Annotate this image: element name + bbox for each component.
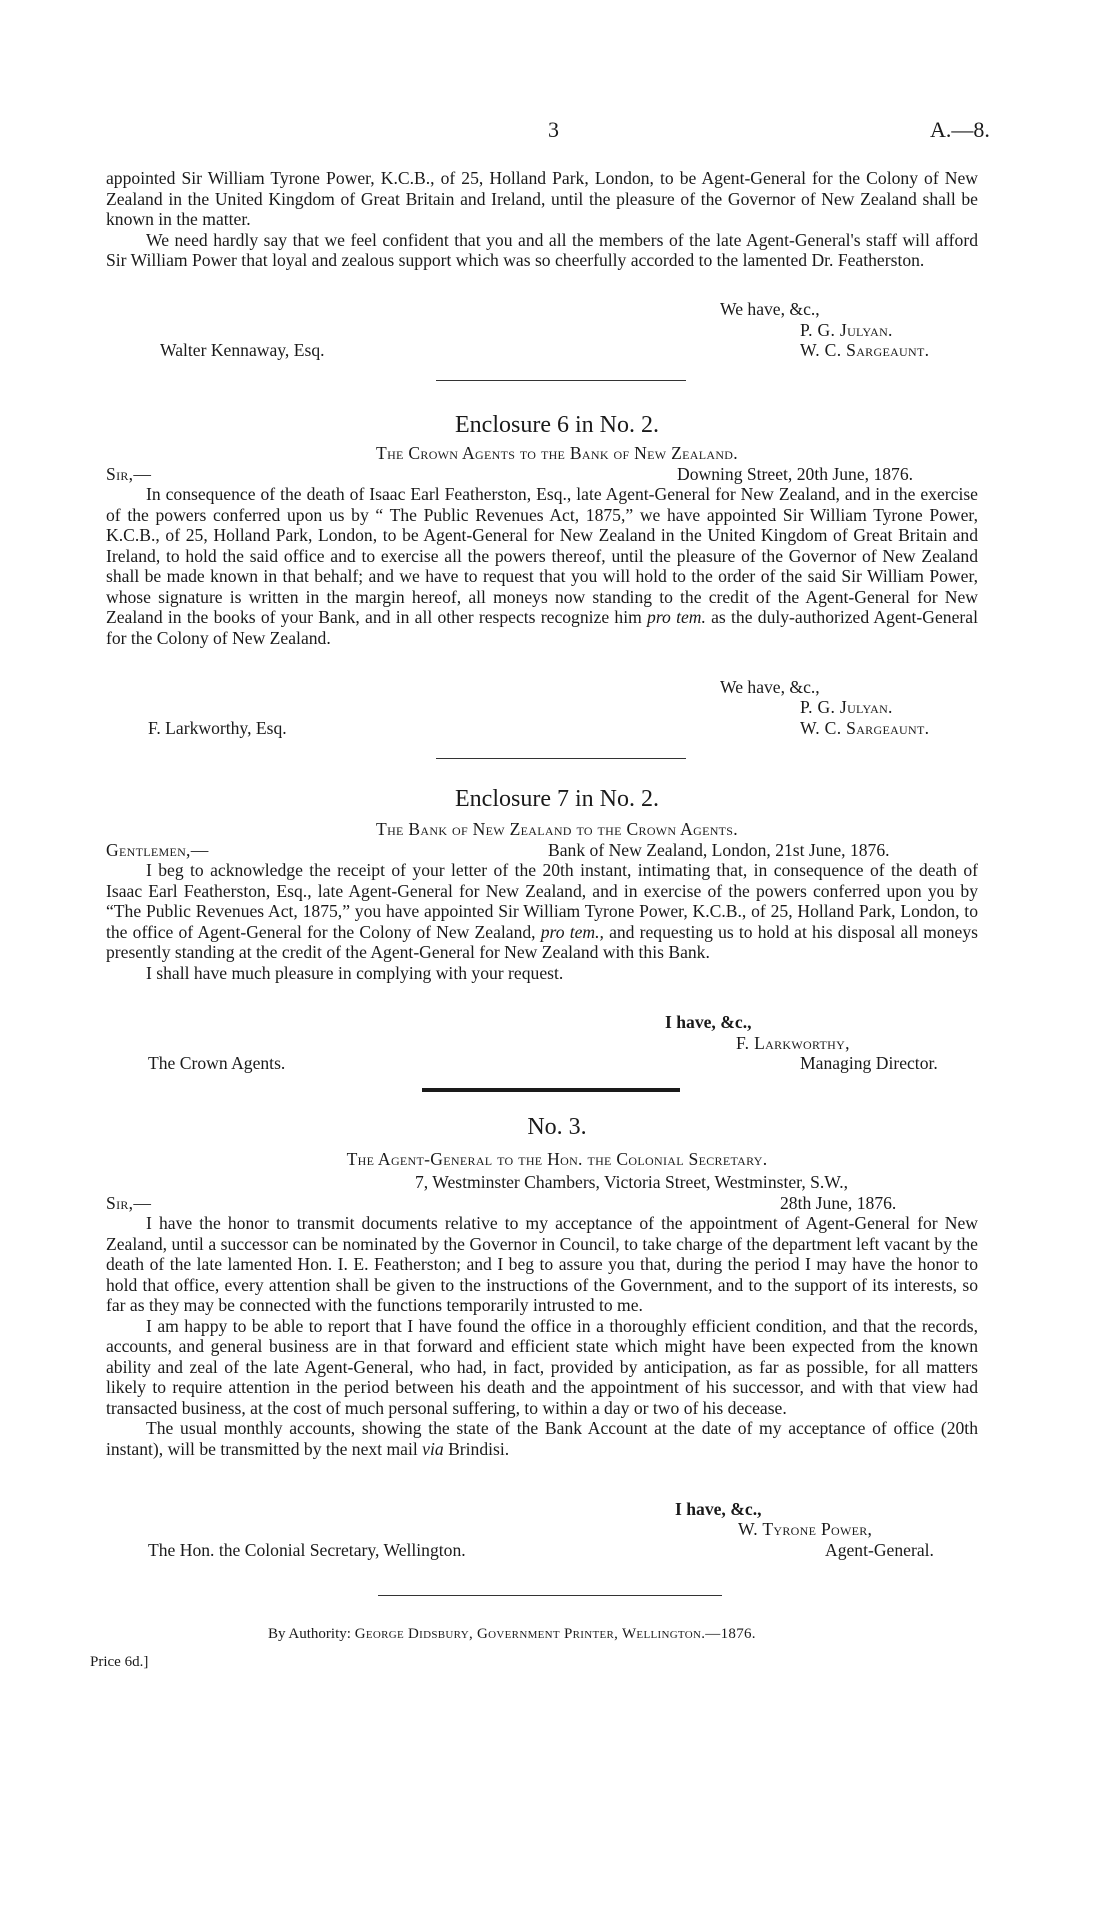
intro-paragraph-2: We need hardly say that we feel confident that you and all the members of the late Agent-General's staff will afford Sir William Power that loyal and zealous support which was so cheerfully accorded to the lamented Dr. Featherston. bbox=[106, 229, 978, 270]
enclosure-6-subtitle: The Crown Agents to the Bank of New Zealand. bbox=[376, 443, 738, 463]
enclosure-6-signature-1: P. G. Julyan. bbox=[800, 697, 893, 717]
intro-signature-2: W. C. Sargeaunt. bbox=[800, 340, 930, 360]
intro-paragraph-1: appointed Sir William Tyrone Power, K.C.B., of 25, Holland Park, London, to be Agent-General for the Colony of New Zealand in the United Kingdom of Great Britain and Ireland, until the pleasure of the Governor of New Zealand shall be known in the matter. bbox=[106, 168, 978, 229]
enclosure-7-dateline: Bank of New Zealand, London, 21st June, 1876. bbox=[548, 840, 890, 860]
enclosure-6-signature-2: W. C. Sargeaunt. bbox=[800, 718, 930, 738]
divider-2 bbox=[436, 758, 686, 759]
no-3-paragraph-3-b: Brindisi. bbox=[448, 1438, 510, 1459]
no-3-addressee: The Hon. the Colonial Secretary, Wellington. bbox=[148, 1540, 466, 1560]
no-3-closing: I have, &c., bbox=[675, 1499, 762, 1519]
divider-1 bbox=[436, 380, 686, 381]
no-3-paragraph-3-a: The usual monthly accounts, showing the state of the Bank Account at the date of my acceptance of office (20th instant), will be transmitted by the next mail bbox=[106, 1418, 978, 1459]
enclosure-6-dateline: Downing Street, 20th June, 1876. bbox=[677, 464, 914, 484]
no-3-title: No. 3. bbox=[527, 1114, 587, 1140]
page-number: 3 bbox=[548, 117, 559, 142]
enclosure-7-signature-1: F. Larkworthy, bbox=[736, 1033, 850, 1053]
enclosure-7-salutation: Gentlemen,— bbox=[106, 840, 209, 860]
divider-3 bbox=[422, 1088, 680, 1092]
enclosure-7-paragraph-2: I shall have much pleasure in complying with your request. bbox=[146, 962, 564, 983]
enclosure-7-closing: I have, &c., bbox=[665, 1012, 752, 1032]
no-3-salutation: Sir,— bbox=[106, 1193, 152, 1213]
no-3-paragraph-3-italic: via bbox=[422, 1438, 444, 1459]
intro-addressee: Walter Kennaway, Esq. bbox=[160, 340, 325, 360]
enclosure-7-body-italic: pro tem., bbox=[540, 921, 604, 942]
enclosure-7-title: Enclosure 7 in No. 2. bbox=[455, 786, 659, 812]
no-3-paragraph-2: I am happy to be able to report that I have found the office in a thoroughly efficient condition, and that the records, accounts, and general business are in that forward and efficient state which might have been expected from the known ability and zeal of the late Agent-General, who had, in fact, provided by anticipation, as far as possible, for all matters likely to require attention in the period between his death and the appointment of his successor, and with that view had transacted business, at the cost of much personal suffering, to within a day or two of his decease. bbox=[106, 1315, 978, 1418]
no-3-address-line-1: 7, Westminster Chambers, Victoria Street, Westminster, S.W., bbox=[415, 1172, 849, 1192]
enclosure-6-body-b: as the duly-authorized Agent-General for the Colony of New Zealand. bbox=[106, 607, 978, 648]
intro-closing: We have, &c., bbox=[720, 299, 820, 319]
no-3-body bbox=[106, 1213, 978, 1459]
enclosure-6-body bbox=[106, 484, 978, 648]
no-3-signature-2: Agent-General. bbox=[825, 1540, 934, 1560]
enclosure-7-subtitle: The Bank of New Zealand to the Crown Agents. bbox=[376, 819, 738, 839]
enclosure-6-title: Enclosure 6 in No. 2. bbox=[455, 412, 659, 438]
intro-body bbox=[106, 168, 978, 271]
authority-text: George Didsbury, Government Printer, Wellington.—1876. bbox=[354, 1626, 756, 1642]
authority-label: By Authority: bbox=[268, 1626, 351, 1642]
enclosure-7-signature-2: Managing Director. bbox=[800, 1053, 938, 1073]
no-3-signature-1: W. Tyrone Power, bbox=[738, 1519, 873, 1539]
enclosure-7-body-a: I beg to acknowledge the receipt of your letter of the 20th instant, intimating that, in consequence of the death of Isaac Earl Featherston, Esq., late Agent-General for New Zealand, and in exercise of the powers conferred upon you by “The Public Revenues Act, 1875,” you have appointed Sir William Tyrone Power, K.C.B., of 25, Holland Park, London, to the office of Agent-General for the Colony of New Zealand, bbox=[106, 860, 978, 942]
no-3-address-line-2: 28th June, 1876. bbox=[780, 1193, 897, 1213]
price: Price 6d.] bbox=[90, 1654, 149, 1670]
enclosure-6-addressee: F. Larkworthy, Esq. bbox=[148, 718, 287, 738]
no-3-paragraph-1: I have the honor to transmit documents relative to my acceptance of the appointment of Agent-General for New Zealand, until a successor can be nominated by the Governor in Council, to take charge of the department left vacant by the death of the late lamented Hon. I. E. Featherston; and I beg to assure you that, during the period I may have the honor to hold that office, every attention shall be given to the instructions of the Government, and to the support of its interests, so far as they may be connected with the functions temporarily intrusted to me. bbox=[106, 1213, 978, 1315]
enclosure-6-body-a: In consequence of the death of Isaac Earl Featherston, Esq., late Agent-General for New Zealand, and in the exercise of the powers conferred upon us by “ The Public Revenues Act, 1875,” we have appointed Sir William Tyrone Power, K.C.B., of 25, Holland Park, London, to be Agent-General for New Zealand in the United Kingdom of Great Britain and Ireland, to hold the said office and to exercise all the powers thereof, until the pleasure of the Governor of New Zealand shall be made known in that behalf; and we have to request that you will hold to the order of the said Sir William Power, whose signature is written in the margin hereof, all moneys now standing to the credit of the Agent-General for New Zealand in the books of your Bank, and in all other respects recognize him bbox=[106, 484, 978, 627]
document-reference: A.—8. bbox=[930, 117, 990, 142]
intro-signature-1: P. G. Julyan. bbox=[800, 320, 893, 340]
enclosure-6-salutation: Sir,— bbox=[106, 464, 152, 484]
authority-line bbox=[268, 1624, 756, 1645]
enclosure-6-closing: We have, &c., bbox=[720, 677, 820, 697]
enclosure-7-body-b: and requesting us to hold at his disposal all moneys presently standing at the credit of the Agent-General for New Zealand with this Bank. bbox=[106, 921, 979, 962]
enclosure-7-body bbox=[106, 860, 978, 983]
no-3-subtitle: The Agent-General to the Hon. the Colonial Secretary. bbox=[346, 1149, 768, 1169]
enclosure-6-body-italic: pro tem. bbox=[647, 607, 706, 627]
enclosure-7-addressee: The Crown Agents. bbox=[148, 1053, 286, 1073]
divider-footer bbox=[378, 1595, 722, 1596]
